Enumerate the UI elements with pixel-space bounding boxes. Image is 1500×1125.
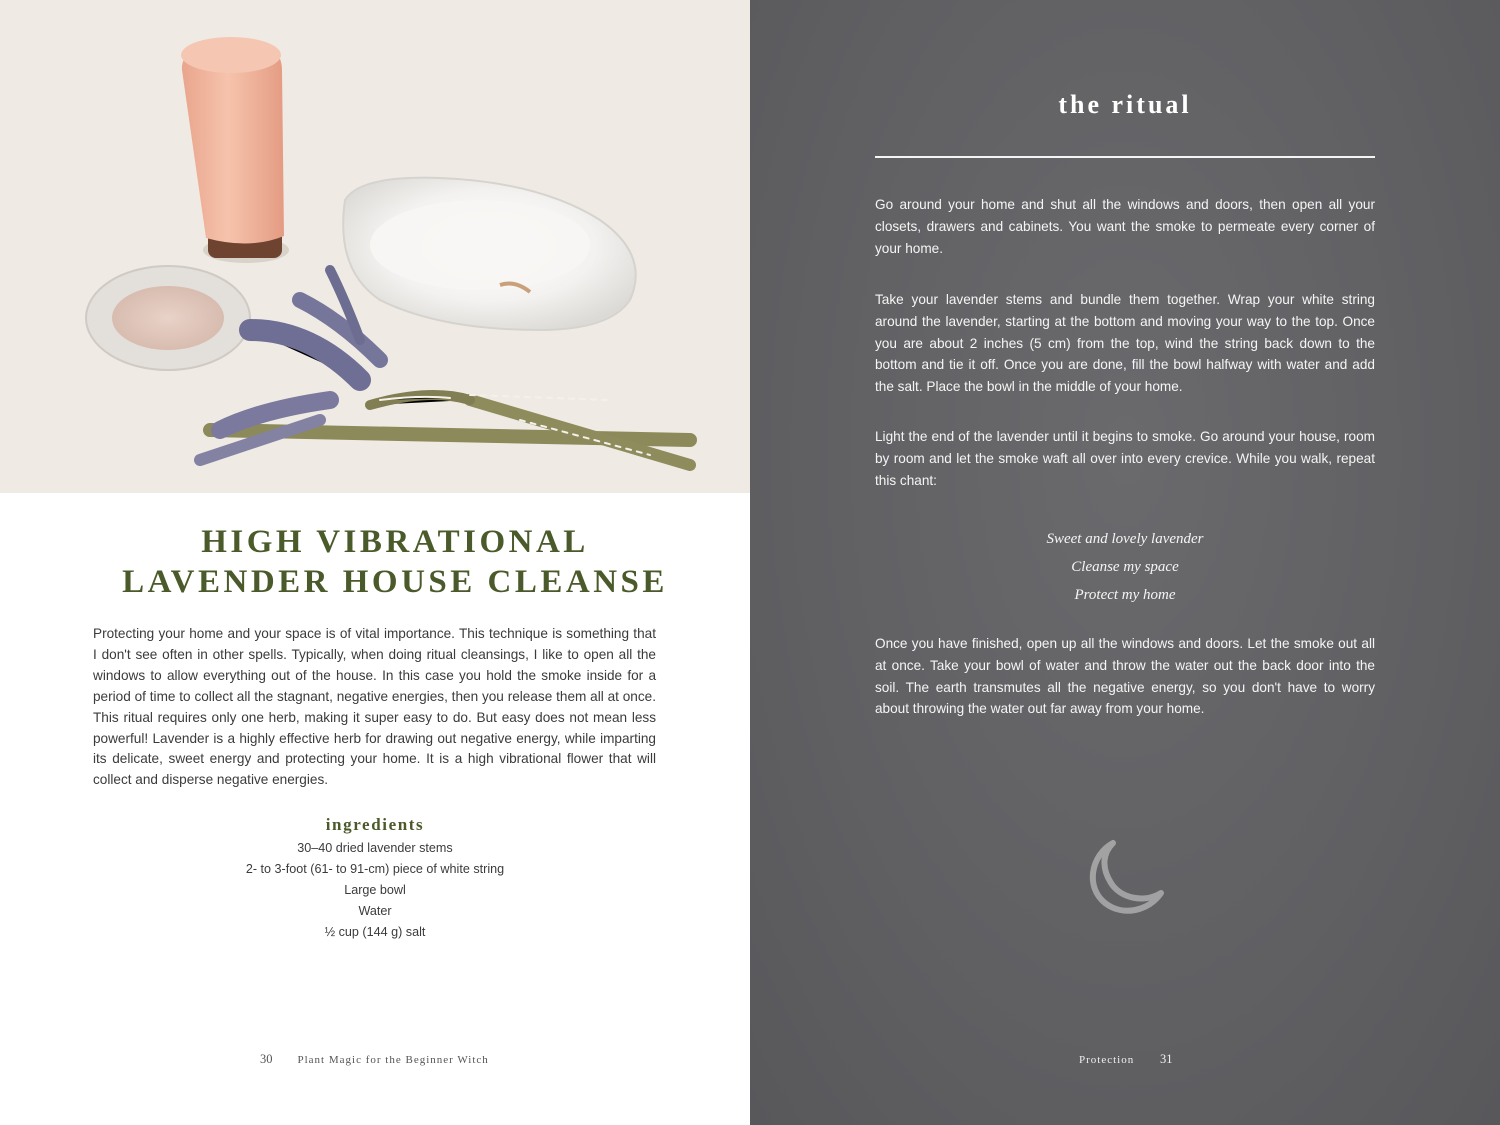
title-divider xyxy=(875,156,1375,158)
ritual-paragraph: Go around your home and shut all the windows and doors, then open all your closets, drawers and cabinets. You want the smoke to permeate every corner of your home. xyxy=(875,197,1375,256)
book-running-title: Plant Magic for the Beginner Witch xyxy=(297,1054,489,1066)
ingredient-item: Water xyxy=(358,903,392,918)
ingredient-item: 30–40 dried lavender stems xyxy=(297,841,453,855)
ingredients-heading: ingredients xyxy=(325,815,425,834)
ritual-section-title: the ritual xyxy=(1058,90,1192,119)
lavender-still-life-photo xyxy=(0,0,750,493)
chant-line: Protect my home xyxy=(1074,587,1176,603)
chant-line: Sweet and lovely lavender xyxy=(1046,531,1204,547)
ingredient-item: 2- to 3-foot (61- to 91-cm) piece of white string xyxy=(245,861,505,876)
ritual-paragraph: Light the end of the lavender until it begins to smoke. Go around your house, room by room and let the smoke waft all over into every crevice. While you walk, repeat this chant: xyxy=(875,429,1375,488)
page-number-left: 30 xyxy=(260,1052,273,1066)
page-number-right: 31 xyxy=(1159,1052,1173,1066)
recipe-title-line-1: HIGH VIBRATIONAL xyxy=(201,524,589,560)
ritual-paragraph: Once you have finished, open up all the windows and doors. Let the smoke out all at once. Take your bowl of water and throw the water out the back door into the soil. The earth transmutes all the negative energy, so you don't have to worry about throwing the water out far away from your home. xyxy=(875,636,1375,717)
chapter-running-title: Protection xyxy=(1079,1054,1135,1066)
right-page-footer xyxy=(1079,1052,1172,1067)
chant-verse xyxy=(875,525,1375,609)
ingredients-list xyxy=(0,838,750,943)
intro-paragraph: Protecting your home and your space is of vital importance. This technique is something that I don't see often in other spells. Typically, when doing ritual cleansings, I like to open all the windows to allow everything out of the house. In this case you hold the smoke inside for a period of time to collect all the stagnant, negative energies, then you release them all at once. This ritual requires only one herb, making it super easy to do. But easy does not mean less powerful! Lavender is a highly effective herb for drawing out negative energy, while imparting its delicate, sweet energy and protecting your home. It is a high vibrational flower that will collect and disperse negative energies. xyxy=(93,626,656,788)
ingredient-item: ½ cup (144 g) salt xyxy=(324,924,426,939)
recipe-title-line-2: LAVENDER HOUSE CLEANSE xyxy=(122,564,668,600)
left-page-footer xyxy=(260,1052,489,1067)
chant-line: Cleanse my space xyxy=(1071,559,1179,575)
crescent-moon-icon xyxy=(1083,835,1167,919)
ritual-paragraph: Take your lavender stems and bundle them together. Wrap your white string around the lavender, starting at the bottom and moving your way to the top. Once you are about 2 inches (5 cm) from the top, wind the string back down to the bottom and tie it off. Once you are done, fill the bowl halfway with water and add the salt. Place the bowl in the middle of your home. xyxy=(875,292,1375,395)
ingredient-item: Large bowl xyxy=(344,882,406,897)
